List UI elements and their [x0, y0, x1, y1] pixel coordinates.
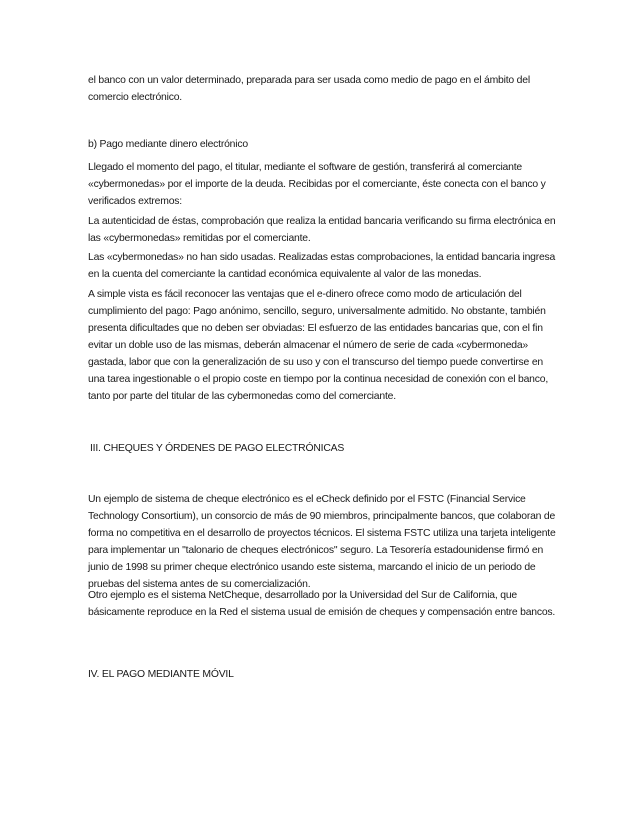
- section-b-heading: b) Pago mediante dinero electrónico: [88, 139, 248, 150]
- paragraph-b-4: A simple vista es fácil reconocer las ventajas que el e-dinero ofrece como modo de articulación del cumplimiento del pago: Pago anónimo, sencillo, seguro, universalmente admitido. No obstante, también presenta dificultades que no deben ser obviadas: El esfuerzo de las entidades bancarias que, con el fin evitar un doble uso de las mismas, deberán almacenar el número de serie de cada «cybermoneda» gastada, labor que con la generalización de su uso y con el transcurso del tiempo puede convertirse en una tarea ingestionable o el propio coste en tiempo por la continua necesidad de conexión con el banco, tanto por parte del titular de las cybermonedas como del comerciante.: [88, 289, 549, 402]
- paragraph-3-1: Un ejemplo de sistema de cheque electrónico es el eCheck definido por el FSTC (Financial Service Technology Consortium), un consorcio de más de 90 miembros, principalmente bancos, que colaboran de forma no competitiva en el desarrollo de proyectos técnicos. El sistema FSTC utiliza una tarjeta inteligente para implementar un "talonario de cheques electrónicos" seguro. La Tesorería estadounidense firmó en junio de 1998 su primer cheque electrónico usando este sistema, marcando el inicio de un periodo de pruebas del sistema antes de su comercialización.: [88, 494, 556, 590]
- paragraph-3-2: Otro ejemplo es el sistema NetCheque, desarrollado por la Universidad del Sur de California, que básicamente reproduce en la Red el sistema usual de emisión de cheques y compensación entre bancos.: [88, 590, 556, 618]
- paragraph-b-1: Llegado el momento del pago, el titular, mediante el software de gestión, transferirá al comerciante «cybermonedas» por el importe de la deuda. Recibidas por el comerciante, éste conecta con el banco y verificados extremos:: [88, 162, 546, 207]
- section-4-heading: IV. EL PAGO MEDIANTE MÓVIL: [88, 669, 234, 680]
- paragraph-b-3: Las «cybermonedas» no han sido usadas. Realizadas estas comprobaciones, la entidad bancaria ingresa en la cuenta del comerciante la cantidad económica equivalente al valor de las monedas.: [88, 252, 556, 280]
- section-3-heading: III. CHEQUES Y ÓRDENES DE PAGO ELECTRÓNICAS: [90, 443, 345, 454]
- paragraph-b-2: La autenticidad de éstas, comprobación que realiza la entidad bancaria verificando su firma electrónica en las «cybermonedas» remitidas por el comerciante.: [88, 216, 556, 244]
- intro-paragraph: el banco con un valor determinado, preparada para ser usada como medio de pago en el ámbito del comercio electrónico.: [88, 75, 530, 103]
